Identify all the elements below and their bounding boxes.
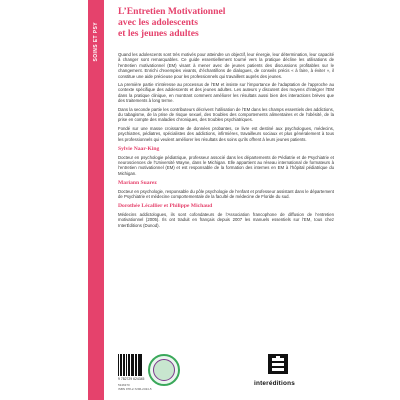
author-bio-1: Docteur en psychologie pédiatrique, professeur associé dans les départements de Pédiatrie et de Psychiatrie et neurosciences de l’Université Wayne, dans le Michigan. Elle appartient au réseau international de formateurs à l’entretien motivationnel (EM) et est responsable de la formation des internes en EM à l’hôpital pédiatrique du Michigan. xyxy=(118,154,334,176)
author-bio-3: Médecins addictologues, ils sont cofondateurs de l’Association francophone de diffusion de l’entretien motivationnel (2005). Ils ont traduit en français depuis 2007 les manuels essentiels sur l’EM, tous chez InterÉditions (Dunod). xyxy=(118,211,334,228)
author-name-2: Mariann Suarez xyxy=(118,180,157,187)
barcode-number: 9 782729 624345 xyxy=(118,377,145,381)
title-line-1: L’Entretien Motivationnel xyxy=(118,6,226,17)
title-line-2: avec les adolescents xyxy=(118,17,198,28)
spine-label: SOINS ET PSY xyxy=(93,22,99,62)
spine-band xyxy=(88,0,104,400)
blurb-paragraph-1: Quand les adolescents sont très motivés pour atteindre un objectif, leur énergie, leur détermination, leur capacité à changer sont remarquables. Ce guide essentiellement tourné vers la pratique décline les utilisations de l’entretien motivationnel (EM) visant à mener avec de jeunes patients des discussions profitables sur le changement. Enrichi d’exemples vivants, d’échantillons de dialogues, de conseils précis « à faire, à éviter », il constitue une aide précieuse pour les professionnels qui travaillent auprès des jeunes. xyxy=(118,52,334,79)
blurb xyxy=(118,52,334,231)
certification-seal-icon xyxy=(148,354,180,386)
back-cover xyxy=(88,0,340,400)
blurb-paragraph-2: La première partie s’intéresse au processus de l’EM et insiste sur l’importance de l’adaptation de l’approche au contexte spécifique des adolescents et des jeunes adultes. Les auteurs y discutent des moyens d’intégrer l’EM dans la pratique clinique, en montrant comment améliorer les résultats aussi bien des interactions brèves que des traitements à long terme. xyxy=(118,82,334,104)
author-name-1: Sylvie Naar-King xyxy=(118,146,160,153)
cover-footer xyxy=(118,352,338,397)
isbn-code: 5346370 xyxy=(118,383,130,387)
title-line-3: et les jeunes adultes xyxy=(118,28,199,39)
barcode xyxy=(118,354,146,376)
blurb-paragraph-4: Fondé sur une masse croissante de données probantes, ce livre est destiné aux psychologues, médecins, psychiatres, pédiatres, spécialistes des addictions, infirmières, travailleurs sociaux et plus généralement à tous les professionnels qui veulent améliorer les résultats des soins qu’ils offrent à leurs jeunes patients. xyxy=(118,125,334,142)
author-bio-2: Docteur en psychologie, responsable du pôle psychologie de l’enfant et professeur assistant dans le département de Psychiatrie et médecine comportementale de la faculté de médecine de Floride du sud. xyxy=(118,188,334,199)
isbn-text xyxy=(118,383,152,391)
author-name-3: Dorothée Lécallier et Philippe Michaud xyxy=(118,203,213,210)
book-title xyxy=(118,6,333,39)
blurb-paragraph-3: Dans la seconde partie les contributeurs décrivent l’utilisation de l’EM dans les champs essentiels des addictions, du tabagisme, de la prise de risque sexuel, des troubles des comportements alimentaires et de l’obésité, de la prise en compte des maladies chroniques, des troubles psychiatriques. xyxy=(118,106,334,123)
publisher-name: interéditions xyxy=(254,380,295,387)
publisher-logo-icon xyxy=(266,352,290,376)
isbn-line: ISBN 978-2-7296-2434-5 xyxy=(118,387,152,391)
